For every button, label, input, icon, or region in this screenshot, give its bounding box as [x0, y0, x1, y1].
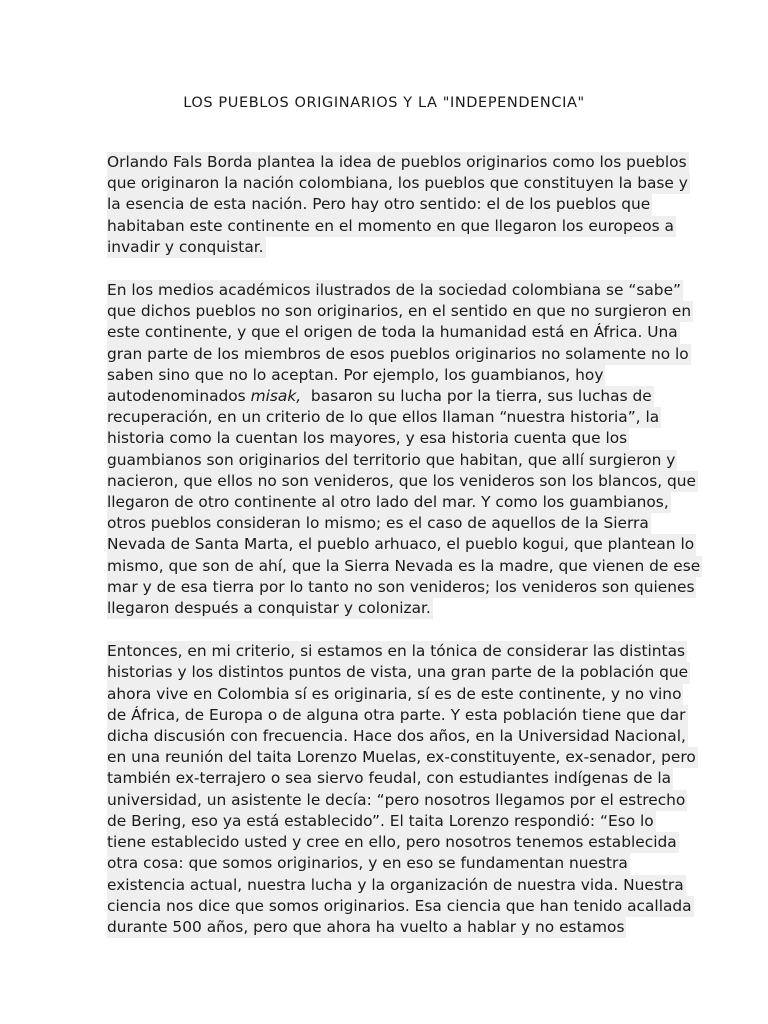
text-line: universidad, un asistente le decía: “pero nosotros llegamos por el estrecho — [107, 790, 687, 811]
text-line: este continente, y que el origen de toda la humanidad está en África. Una — [107, 322, 680, 343]
text-line: guambianos son originarios del territorio que habitan, que allí surgieron y — [107, 450, 677, 471]
text-line: gran parte de los miembros de esos pueblos originarios no solamente no lo — [107, 344, 691, 365]
text-line: saben sino que no lo aceptan. Por ejemplo, los guambianos, hoy — [107, 365, 605, 386]
text-line: que dichos pueblos no son originarios, en el sentido en que no surgieron en — [107, 301, 693, 322]
document-title: LOS PUEBLOS ORIGINARIOS Y LA "INDEPENDENCIA" — [183, 95, 585, 111]
text-line: ciencia nos dice que somos originarios. Esa ciencia que han tenido acallada — [107, 896, 694, 917]
text-line: recuperación, en un criterio de lo que ellos llaman “nuestra historia”, la — [107, 407, 661, 428]
document-body — [107, 152, 701, 960]
text-line: dicha discusión con frecuencia. Hace dos años, en la Universidad Nacional, — [107, 726, 688, 747]
text-line: también ex-terrajero o sea siervo feudal, con estudiantes indígenas de la — [107, 768, 673, 789]
line-suffix: basaron su lucha por la tierra, sus luchas de — [301, 387, 652, 406]
text-line: en una reunión del taita Lorenzo Muelas, ex-constituyente, ex-senador, pero — [107, 747, 698, 768]
text-line: En los medios académicos ilustrados de la sociedad colombiana se “sabe” — [107, 280, 683, 301]
text-line: que originaron la nación colombiana, los pueblos que constituyen la base y — [107, 173, 690, 194]
paragraph-2 — [107, 280, 701, 619]
text-line: ahora vive en Colombia sí es originaria, sí es de este continente, y no vino — [107, 684, 683, 705]
text-line: historia como la cuentan los mayores, y esa historia cuenta que los — [107, 428, 629, 449]
text-line: mismo, que son de ahí, que la Sierra Nevada es la madre, que vienen de ese — [107, 556, 702, 577]
text-line: de Bering, eso ya está establecido”. El taita Lorenzo respondió: “Eso lo — [107, 811, 656, 832]
text-line: llegaron de otro continente al otro lado del mar. Y como los guambianos, — [107, 492, 671, 513]
text-line-with-emphasis — [107, 386, 654, 407]
paragraph-1 — [107, 152, 688, 258]
text-line: otra cosa: que somos originarios, y en eso se fundamentan nuestra — [107, 853, 630, 874]
emphasized-term: misak, — [250, 387, 302, 406]
line-prefix: autodenominados — [107, 387, 251, 406]
text-line: Nevada de Santa Marta, el pueblo arhuaco, el pueblo kogui, que plantean lo — [107, 534, 696, 555]
text-line: llegaron después a conquistar y colonizar. — [107, 598, 433, 619]
text-line: existencia actual, nuestra lucha y la organización de nuestra vida. Nuestra — [107, 875, 686, 896]
text-line: historias y los distintos puntos de vista, una gran parte de la población que — [107, 662, 690, 683]
text-line: nacieron, que ellos no son venideros, que los venideros son los blancos, que — [107, 471, 698, 492]
text-line: mar y de esa tierra por lo tanto no son venideros; los venideros son quienes — [107, 577, 696, 598]
text-line: Entonces, en mi criterio, si estamos en la tónica de considerar las distintas — [107, 641, 687, 662]
paragraph-3 — [107, 641, 696, 938]
text-line: tiene establecido usted y cree en ello, pero nosotros tenemos establecida — [107, 832, 679, 853]
text-line: de África, de Europa o de alguna otra parte. Y esta población tiene que dar — [107, 705, 688, 726]
text-line: otros pueblos consideran lo mismo; es el caso de aquellos de la Sierra — [107, 513, 651, 534]
text-line: habitaban este continente en el momento en que llegaron los europeos a — [107, 216, 676, 237]
text-line: Orlando Fals Borda plantea la idea de pueblos originarios como los pueblos — [107, 152, 689, 173]
text-line: invadir y conquistar. — [107, 237, 266, 258]
text-line: la esencia de esta nación. Pero hay otro sentido: el de los pueblos que — [107, 194, 652, 215]
text-line: durante 500 años, pero que ahora ha vuelto a hablar y no estamos — [107, 917, 626, 938]
